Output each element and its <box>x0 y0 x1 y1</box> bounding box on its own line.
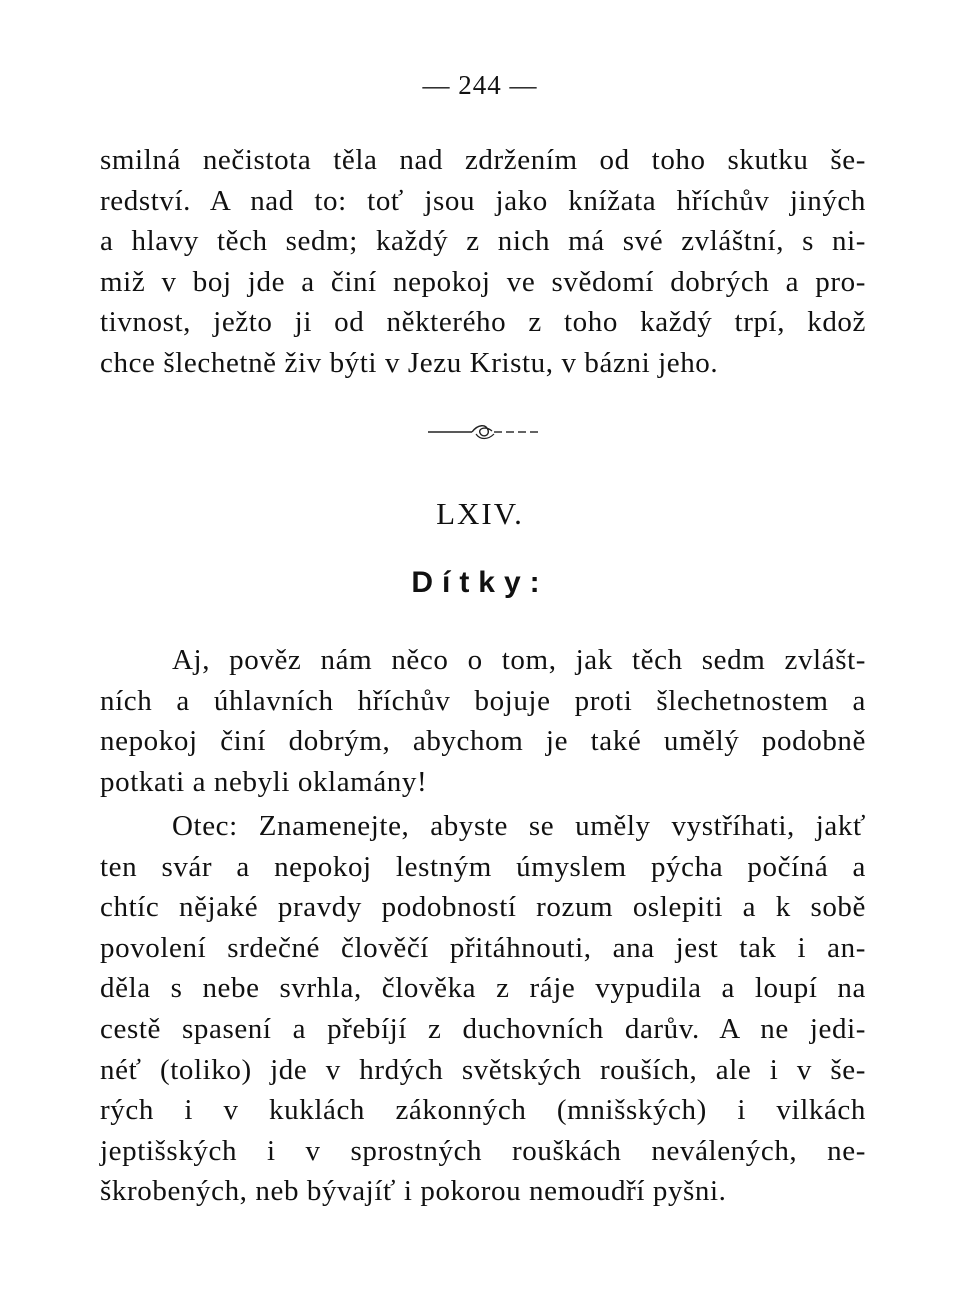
chapter-number: LXIV. <box>436 496 524 531</box>
text-line: smilná nečistota těla nad zdržením od toho skutku še- <box>100 144 866 176</box>
page-number: — 244 — <box>422 70 538 100</box>
text-line: chtíc nějaké pravdy podobností rozum oslepiti a k sobě <box>100 891 866 924</box>
text-line: redství. A nad to: toť jsou jako knížata hříchův jiných <box>100 184 866 217</box>
text-line: povolení srdečné člověčí přitáhnouti, ana jest tak i an- <box>100 931 866 964</box>
text-line: miž v boj jde a činí nepokoj ve svědomí dobrých a pro- <box>100 265 866 298</box>
text-line: chce šlechetně živ býti v Jezu Kristu, v bázni jeho. <box>100 346 719 379</box>
text-line: ních a úhlavních hříchův bojuje proti šlechetnostem a <box>100 684 866 717</box>
paragraph-question <box>100 640 866 802</box>
paragraph-continued <box>100 140 866 384</box>
text-line: Aj, pověz nám něco o tom, jak těch sedm zvlášt- <box>172 644 866 676</box>
text-line: nepokoj činí dobrým, abychom je také umělý podobně <box>100 725 866 758</box>
text-line: jeptišských i v sprostných rouškách neválených, ne- <box>100 1134 866 1167</box>
text-line: Otec: Znamenejte, abyste se uměly vystříhati, jakť <box>172 810 866 842</box>
text-line: rých i v kuklách zákonných (mnišských) i vilkách <box>100 1094 866 1127</box>
text-line: ten svár a nepokoj lestným úmyslem pýcha počíná a <box>100 850 866 883</box>
section-divider-ornament <box>428 420 538 444</box>
text-line: děla s nebe svrhla, člověka z ráje vypudila a loupí na <box>100 972 866 1005</box>
text-line: cestě spasení a přebíjí z duchovních darův. A ne jedi- <box>100 1012 866 1045</box>
text-line: škrobených, neb bývajíť i pokorou nemoudří pyšni. <box>100 1175 727 1208</box>
text-line: néť (toliko) jde v hrdých světských rouších, ale i v še- <box>100 1053 866 1086</box>
text-line: potkati a nebyli oklamány! <box>100 765 428 798</box>
paragraph-answer <box>100 806 866 1212</box>
dialogue-speaker-heading: Dítky: <box>411 566 549 599</box>
text-line: tivnost, ježto ji od některého z toho každý trpí, kdož <box>100 306 866 339</box>
text-line: a hlavy těch sedm; každý z nich má své zvláštní, s ni- <box>100 225 866 258</box>
